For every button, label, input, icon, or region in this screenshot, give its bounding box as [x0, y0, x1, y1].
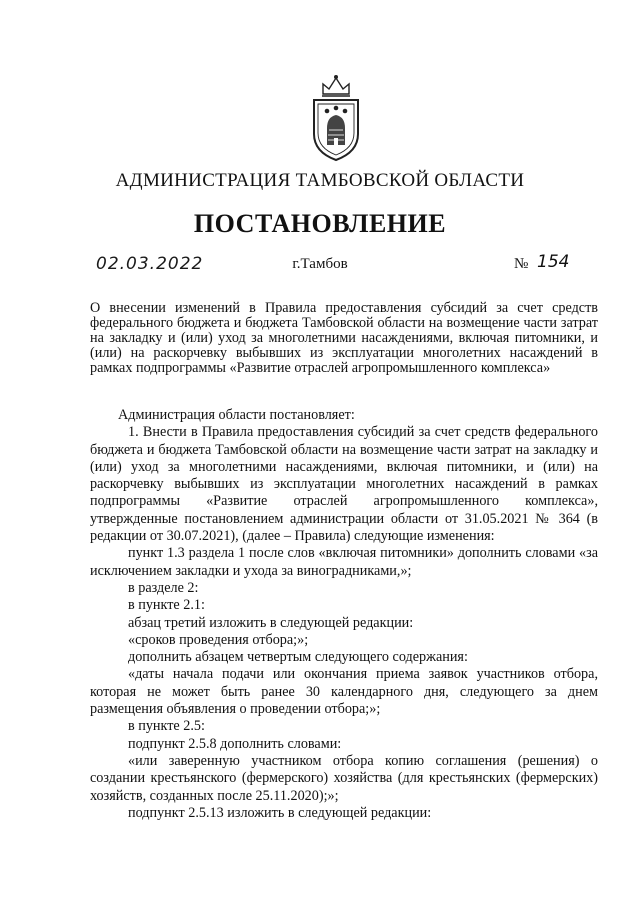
coat-of-arms-emblem: [306, 72, 366, 162]
document-subject: О внесении изменений в Правила предоставления субсидий за счет средств федерального бюджета и бюджета Тамбовской области на возмещение части затрат на закладку и (или) уход за многолетними насаждениями, включая питомники, и (или) на раскорчевку выбывших из эксплуатации многолетних насаждений в рамках подпрограммы «Развитие отраслей агропромышленного комплекса»: [90, 300, 598, 376]
body-paragraph: «или заверенную участником отбора копию соглашения (решения) о создании крестьянского (фермерского) хозяйства (для крестьянских (фермерских) хозяйств, созданных после 25.11.2020);»;: [90, 752, 598, 804]
body-paragraph: подпункт 2.5.8 дополнить словами:: [128, 735, 342, 752]
document-city: г.Тамбов: [292, 256, 348, 272]
body-paragraph: в пункте 2.1:: [128, 597, 205, 614]
document-date: 02.03.2022: [96, 254, 204, 274]
body-paragraph: 1. Внести в Правила предоставления субсидий за счет средств федерального бюджета и бюджета Тамбовской области на возмещение части затрат на закладку и (или) уход за многолетними насаждениями, включая питомники, и (или) на раскорчевку выбывших из эксплуатации многолетних насаждений в рамках подпрограммы «Развитие отраслей агропромышленного комплекса», утвержденные постановлением администрации области от 31.05.2021 № 364 (в редакции от 30.07.2021), (далее – Правила) следующие изменения:: [90, 424, 598, 545]
body-paragraph: в разделе 2:: [128, 579, 199, 596]
body-paragraph: дополнить абзацем четвертым следующего содержания:: [128, 649, 468, 666]
body-paragraph: в пункте 2.5:: [128, 718, 205, 735]
document-type-title: ПОСТАНОВЛЕНИЕ: [193, 209, 447, 238]
body-intro: Администрация области постановляет:: [118, 407, 355, 423]
body-paragraph: подпункт 2.5.13 изложить в следующей редакции:: [128, 804, 432, 821]
number-sign: №: [514, 256, 529, 272]
organization-title: АДМИНИСТРАЦИЯ ТАМБОВСКОЙ ОБЛАСТИ: [115, 170, 525, 191]
body-paragraph: абзац третий изложить в следующей редакции:: [128, 614, 414, 631]
document-body: [90, 407, 598, 822]
body-paragraph: «даты начала подачи или окончания приема заявок участников отбора, которая не может быть ранее 30 календарного дня, следующего за днем размещения объявления о проведении отбора;»;: [90, 666, 598, 718]
document-number: 154: [537, 252, 570, 272]
body-paragraph: «сроков проведения отбора;»;: [128, 631, 309, 648]
body-paragraph: пункт 1.3 раздела 1 после слов «включая питомники» дополнить словами «за исключением закладки и ухода за виноградниками,»;: [90, 545, 598, 579]
